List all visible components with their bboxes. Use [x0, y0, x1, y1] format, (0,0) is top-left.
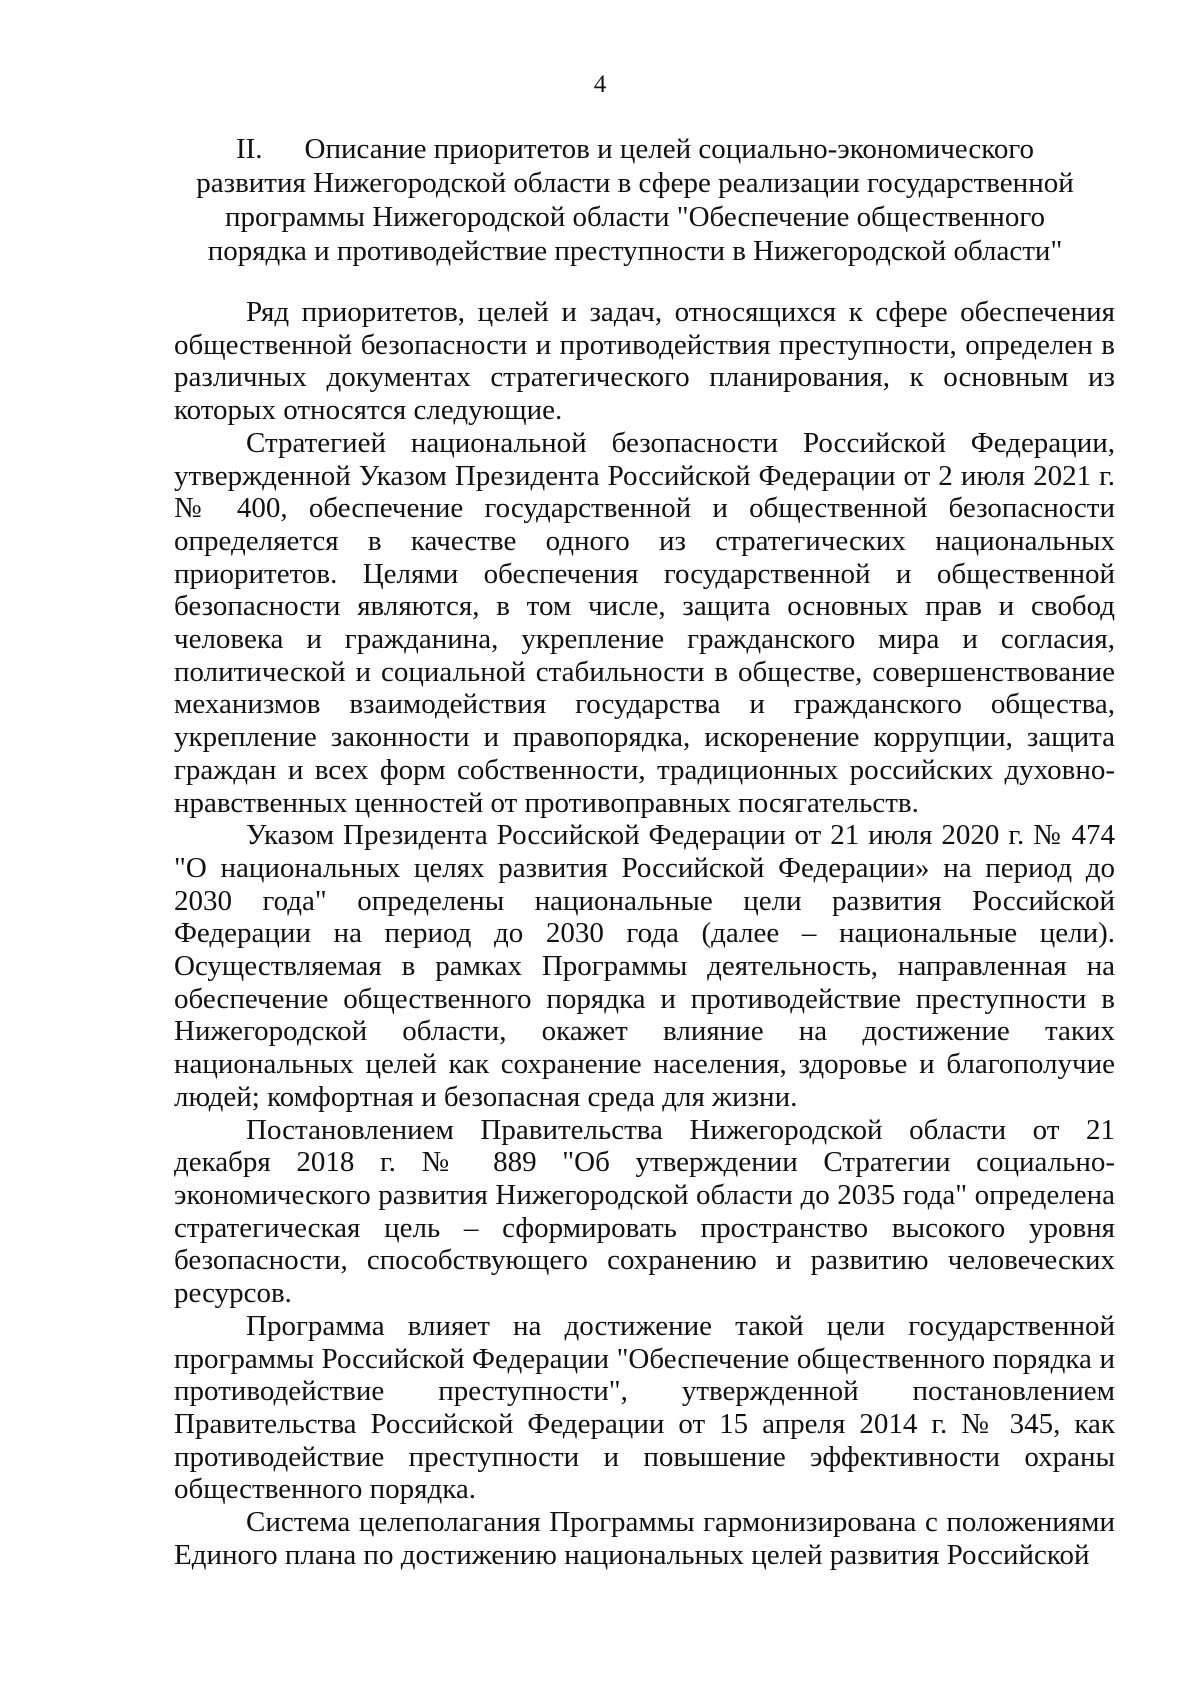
paragraph: Программа влияет на достижение такой цели государственной программы Российской Федерации "Обеспечение общественного порядка и противодействие преступности", утвержденной постановлением Правительства Российской Федерации от 15 апреля 2014 г. № 345, как противодействие преступности и повышение эффективности охраны общественного порядка.: [174, 1309, 1115, 1506]
section-title-text: Описание приоритетов и целей социально-экономического развития Нижегородской области в сфере реализации государственной программы Нижегородской области "Обеспечение общественного порядка и противодействие преступности в Нижегородской области": [196, 133, 1074, 267]
paragraph: Указом Президента Российской Федерации от 21 июля 2020 г. № 474 "О национальных целях развития Российской Федерации» на период до 2030 года" определены национальные цели развития Российской Федерации на период до 2030 года (далее – национальные цели). Осуществляемая в рамках Программы деятельность, направленная на обеспечение общественного порядка и противодействие преступности в Нижегородской области, окажет влияние на достижение таких национальных целей как сохранение населения, здоровье и благополучие людей; комфортная и безопасная среда для жизни.: [174, 819, 1115, 1113]
paragraph: Ряд приоритетов, целей и задач, относящихся к сфере обеспечения общественной безопасности и противодействия преступности, определен в различных документах стратегического планирования, к основным из которых относятся следующие.: [174, 296, 1115, 427]
paragraph: Система целеполагания Программы гармонизирована с положениями Единого плана по достижению национальных целей развития Российской: [174, 1506, 1115, 1571]
body-text: [174, 296, 1115, 1571]
section-numeral: II.: [235, 133, 263, 165]
page-number: 4: [593, 71, 607, 98]
section-heading: [195, 132, 1075, 268]
paragraph: Постановлением Правительства Нижегородской области от 21 декабря 2018 г. № 889 "Об утверждении Стратегии социально-экономического развития Нижегородской области до 2035 года" определена стратегическая цель – сформировать пространство высокого уровня безопасности, способствующего сохранению и развитию человеческих ресурсов.: [174, 1113, 1115, 1310]
paragraph: Стратегией национальной безопасности Российской Федерации, утвержденной Указом Президента Российской Федерации от 2 июля 2021 г. № 400, обеспечение государственной и общественной безопасности определяется в качестве одного из стратегических национальных приоритетов. Целями обеспечения государственной и общественной безопасности являются, в том числе, защита основных прав и свобод человека и гражданина, укрепление гражданского мира и согласия, политической и социальной стабильности в обществе, совершенствование механизмов взаимодействия государства и гражданского общества, укрепление законности и правопорядка, искоренение коррупции, защита граждан и всех форм собственности, традиционных российских духовно-нравственных ценностей от противоправных посягательств.: [174, 426, 1115, 819]
